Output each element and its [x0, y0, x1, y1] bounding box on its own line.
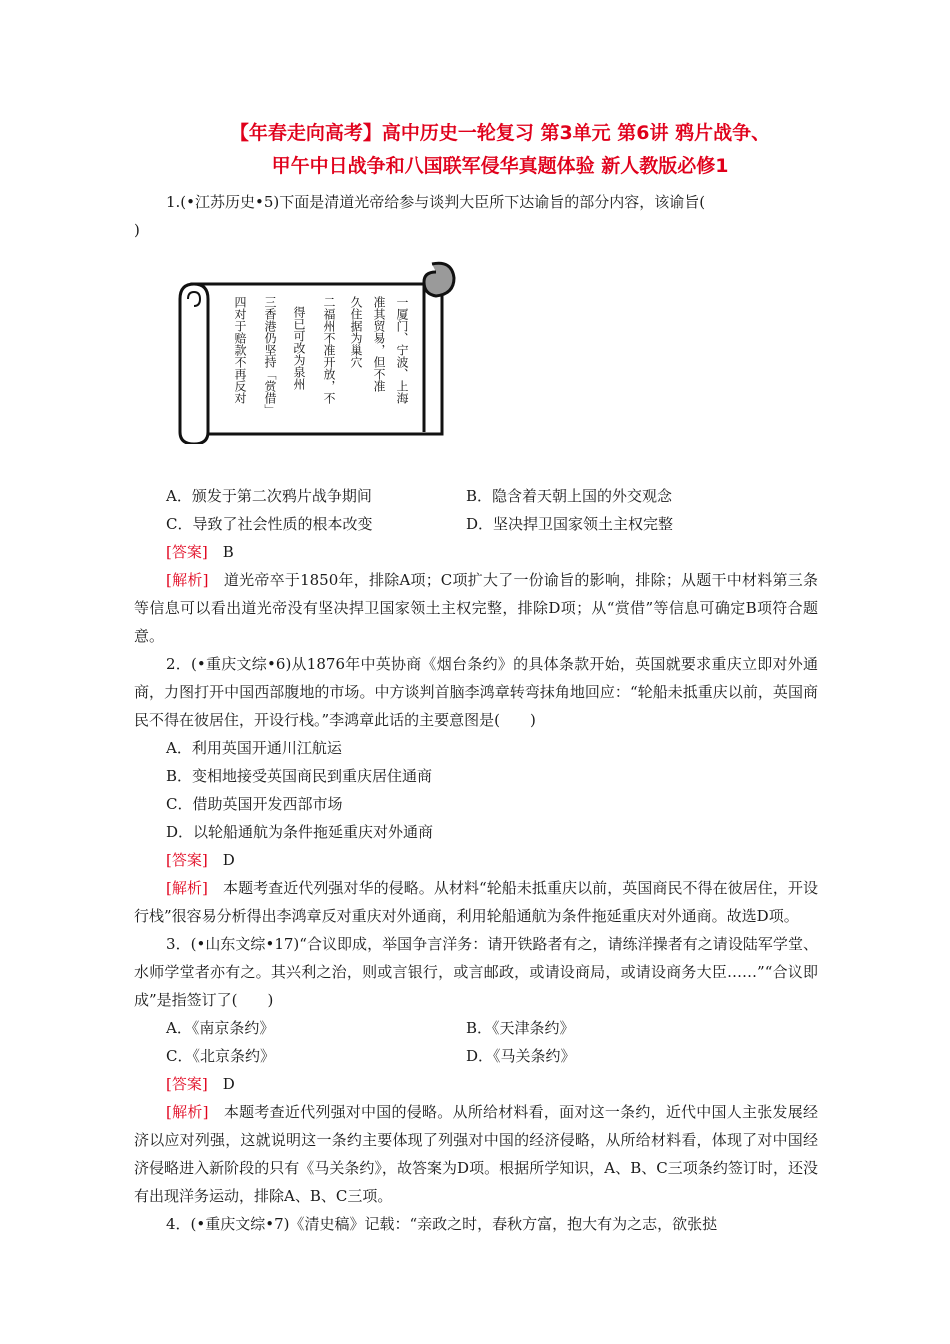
title-line-2: 甲午中日战争和八国联军侵华真题体验 新人教版必修1 [271, 155, 729, 177]
scroll-col-6: 三香港仍坚持「赏借」 [263, 296, 277, 416]
q3-analysis: [解析] 本题考查近代列强对中国的侵略。从所给材料看，面对这一条约，近代中国人主张发展经济以应对列强，这就说明这一条约主要体现了列强对中国的经济侵略，从所给材料看，体现了对中国经济侵略进入新阶段的只有《马关条约》，故答案为D项。根据所学知识，A、B、C三项条约签订时，还没有出现洋务运动，排除A、B、C三项。 [134, 1103, 818, 1205]
answer-tag: [答案] [166, 1075, 208, 1093]
document-title [150, 117, 850, 183]
q1-answer: [答案] B [166, 543, 234, 561]
q3-option-b: B．《天津条约》 [466, 1019, 575, 1037]
edict-scroll-figure [134, 244, 818, 482]
q3-option-a: A．《南京条约》 [166, 1019, 275, 1037]
title-line-1: 【年春走向高考】高中历史一轮复习 第3单元 第6讲 鸦片战争、 [229, 122, 771, 144]
q2-option-c: C．借助英国开发西部市场 [166, 795, 343, 813]
q1-option-c: C．导致了社会性质的根本改变 [166, 515, 373, 533]
scroll-col-5: 得已可改为泉州 [292, 306, 306, 390]
q3-option-d: D．《马关条约》 [466, 1047, 576, 1065]
scroll-col-1: 一厦门、宁波、上海 [395, 296, 409, 404]
analysis-tag: [解析] [166, 571, 209, 589]
q3-options-row-1 [134, 1014, 818, 1042]
scroll-col-2: 准其贸易，但不准 [372, 296, 386, 392]
scroll-col-3: 久住据为巢穴 [349, 296, 363, 368]
answer-tag: [答案] [166, 543, 208, 561]
q1-options-row-1 [134, 482, 818, 510]
q1-option-d: D．坚决捍卫国家领土主权完整 [466, 515, 674, 533]
scroll-image [174, 254, 464, 444]
scroll-col-4: 二福州不准开放，不 [322, 296, 336, 404]
q2-option-a: A．利用英国开通川江航运 [166, 739, 342, 757]
analysis-tag: [解析] [166, 879, 208, 897]
q1-analysis: [解析] 道光帝卒于1850年，排除A项；C项扩大了一份谕旨的影响，排除；从题干中材料第三条等信息可以看出道光帝没有坚决捍卫国家领土主权完整，排除D项；从“赏借”等信息可确定B项符合题意。 [134, 571, 818, 645]
q1-option-a: A．颁发于第二次鸦片战争期间 [166, 487, 372, 505]
q3-stem: 3．(•山东文综•17)“合议即成，举国争言洋务：请开铁路者有之，请练洋操者有之请设陆军学堂、水师学堂者亦有之。其兴利之治，则或言银行，或言邮政，或请设商局，或请设商务大臣……”“合议即成”是指签订了( ) [134, 935, 818, 1009]
q2-option-b: B．变相地接受英国商民到重庆居住通商 [166, 767, 433, 785]
question-content [134, 188, 818, 1238]
q2-analysis: [解析] 本题考查近代列强对华的侵略。从材料“轮船未抵重庆以前，英国商民不得在彼居住，开设行栈”很容易分析得出李鸿章反对重庆对外通商，利用轮船通航为条件拖延重庆对外通商。故选D项。 [134, 879, 818, 925]
q1-option-b: B．隐含着天朝上国的外交观念 [466, 487, 673, 505]
q3-options-row-2 [134, 1042, 818, 1070]
q2-option-d: D．以轮船通航为条件拖延重庆对外通商 [166, 823, 434, 841]
q2-stem: 2．(•重庆文综•6)从1876年中英协商《烟台条约》的具体条款开始，英国就要求重庆立即对外通商，力图打开中国西部腹地的市场。中方谈判首脑李鸿章转弯抹角地回应：“轮船未抵重庆以前，英国商民不得在彼居住，开设行栈。”李鸿章此话的主要意图是( ) [134, 655, 818, 729]
q3-option-c: C．《北京条约》 [166, 1047, 275, 1065]
q1-stem: 1.(•江苏历史•5)下面是清道光帝给参与谈判大臣所下达谕旨的部分内容，该谕旨( [166, 193, 706, 211]
q3-answer: [答案] D [166, 1075, 235, 1093]
answer-tag: [答案] [166, 851, 208, 869]
q4-stem: 4．(•重庆文综•7)《清史稿》记载：“亲政之时，春秋方富，抱大有为之志，欲张挞 [166, 1215, 718, 1233]
analysis-tag: [解析] [166, 1103, 209, 1121]
q1-stem-end: ) [134, 221, 140, 239]
scroll-col-7: 四对于赔款不再反对 [233, 296, 247, 404]
q1-options-row-2 [134, 510, 818, 538]
q2-answer: [答案] D [166, 851, 235, 869]
